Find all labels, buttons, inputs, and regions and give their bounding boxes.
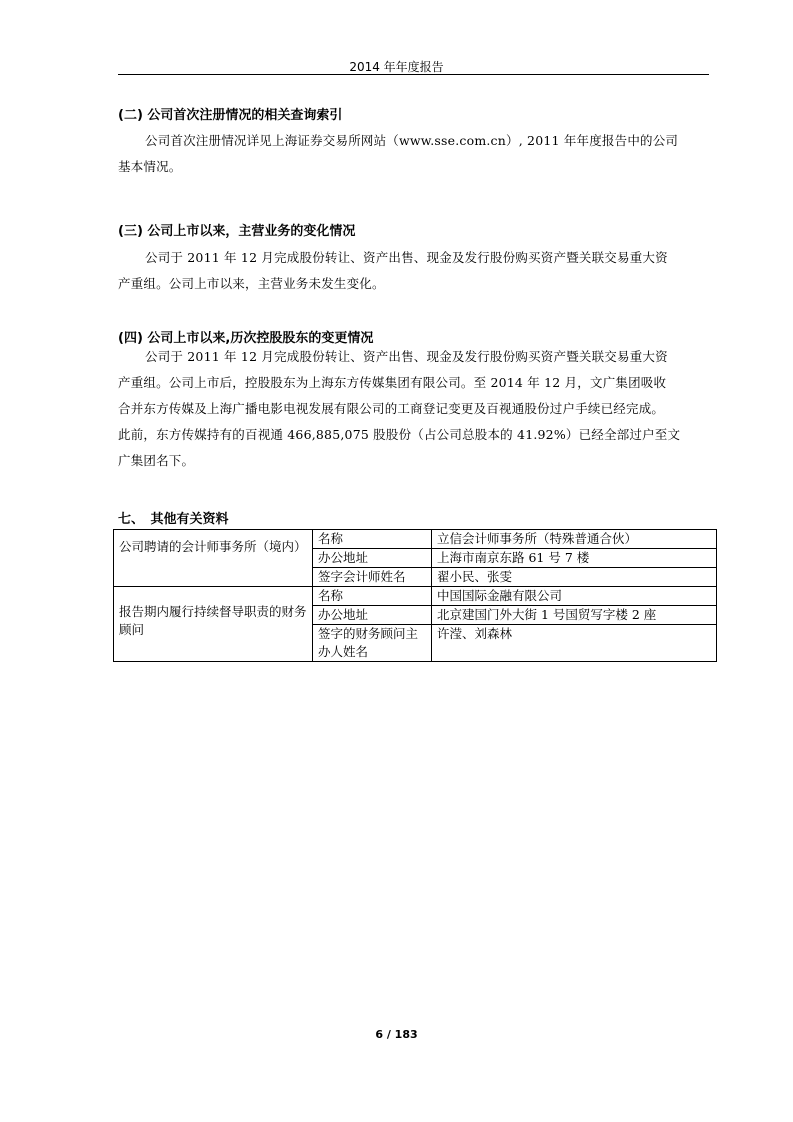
table-key-cell: 办公地址 [313, 606, 432, 625]
paragraph-line: 基本情况。 [118, 159, 182, 174]
header-divider [118, 74, 709, 75]
table-key-cell: 名称 [313, 530, 432, 549]
section-heading-main-business-changes: (三) 公司上市以来，主营业务的变化情况 [118, 224, 356, 239]
table-key-cell: 名称 [313, 587, 432, 606]
paragraph-main-business-changes [118, 245, 718, 297]
page-header-title: 2014 年年度报告 [349, 60, 444, 74]
advisor-label-cell: 报告期内履行持续督导职责的财务顾问 [114, 587, 313, 662]
paragraph-line: 公司首次注册情况详见上海证券交易所网站（www.sse.com.cn）, 2011 年年度报告中的公司 [145, 133, 679, 148]
table-value-cell: 许滢、刘森林 [432, 625, 717, 662]
page-number: 6 / 183 [375, 1028, 418, 1041]
table-key-cell: 办公地址 [313, 549, 432, 568]
other-info-table [113, 529, 717, 662]
table-key-cell: 签字会计师姓名 [313, 568, 432, 587]
paragraph-line: 产重组。公司上市后，控股股东为上海东方传媒集团有限公司。至 2014 年 12 月，文广集团吸收 [118, 375, 667, 390]
paragraph-line: 公司于 2011 年 12 月完成股份转让、资产出售、现金及发行股份购买资产暨关联交易重大资 [145, 250, 668, 265]
paragraph-line: 产重组。公司上市以来，主营业务未发生变化。 [118, 276, 385, 291]
auditor-label-cell: 公司聘请的会计师事务所（境内） [114, 530, 313, 587]
table-value-cell: 中国国际金融有限公司 [432, 587, 717, 606]
paragraph-line: 此前，东方传媒持有的百视通 466,885,075 股股份（占公司总股本的 41.92%）已经全部过户至文 [118, 427, 681, 442]
table-value-cell: 翟小民、张雯 [432, 568, 717, 587]
paragraph-line: 广集团名下。 [118, 453, 195, 468]
table-key-cell: 签字的财务顾问主办人姓名 [313, 625, 432, 662]
table-value-cell: 北京建国门外大街 1 号国贸写字楼 2 座 [432, 606, 717, 625]
paragraph-line: 公司于 2011 年 12 月完成股份转让、资产出售、现金及发行股份购买资产暨关联交易重大资 [145, 349, 668, 364]
paragraph-controlling-shareholder [118, 344, 718, 474]
section-heading-controlling-shareholder: (四) 公司上市以来,历次控股股东的变更情况 [118, 331, 374, 346]
table-value-cell: 立信会计师事务所（特殊普通合伙） [432, 530, 717, 549]
paragraph-first-registration [118, 128, 718, 180]
table-row [114, 530, 717, 549]
table-value-cell: 上海市南京东路 61 号 7 楼 [432, 549, 717, 568]
paragraph-line: 合并东方传媒及上海广播电影电视发展有限公司的工商登记变更及百视通股份过户手续已经完成。 [118, 401, 665, 416]
section-heading-first-registration: (二) 公司首次注册情况的相关查询索引 [118, 108, 343, 123]
table-row [114, 587, 717, 606]
section-heading-other-info: 七、 其他有关资料 [118, 512, 229, 527]
